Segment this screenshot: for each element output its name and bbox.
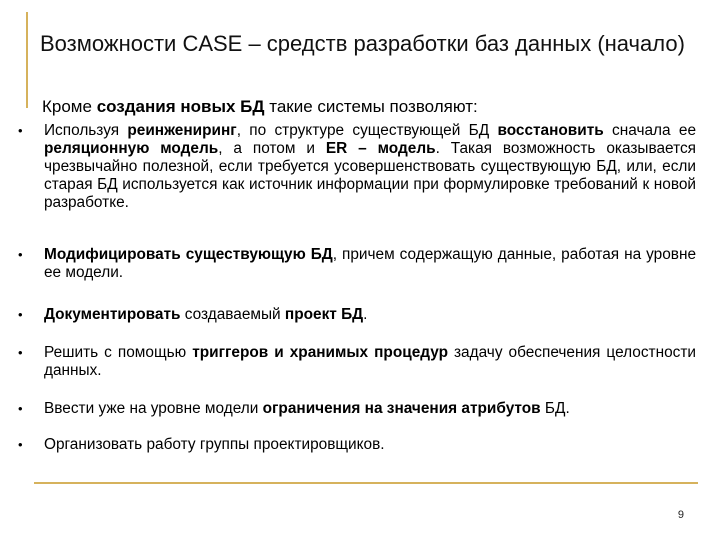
item-1-text-2: , по структуре существующей БД bbox=[236, 122, 498, 139]
item-4-bold-1: триггеров и хранимых процедур bbox=[192, 344, 448, 361]
item-text bbox=[44, 122, 696, 212]
title-accent-vertical-line bbox=[26, 12, 28, 108]
item-2-text-1: , причем содержащую данные, работая на уровне ее модели. bbox=[44, 246, 697, 281]
bullet-marker: • bbox=[18, 401, 23, 416]
item-3-bold-1: Документировать bbox=[44, 306, 181, 323]
item-1-text-1: Используя bbox=[44, 122, 128, 139]
item-text bbox=[44, 344, 696, 380]
intro-post: такие системы позволяют: bbox=[264, 97, 478, 116]
item-4-text-2: задачу обеспечения целостности данных. bbox=[44, 344, 696, 379]
item-1-text-4: , а потом и bbox=[218, 140, 326, 157]
item-5-text-1: Ввести уже на уровне модели bbox=[44, 400, 263, 417]
bullet-marker: • bbox=[18, 307, 23, 322]
item-1-text-3: сначала ее bbox=[603, 122, 697, 139]
item-4-text-1: Решить с помощью bbox=[44, 344, 193, 361]
bullet-marker: • bbox=[18, 437, 23, 452]
item-1-bold-3: реляционную модель bbox=[44, 140, 219, 157]
item-3-text-2: . bbox=[363, 306, 368, 323]
intro-text bbox=[42, 96, 682, 118]
item-1-bold-2: восстановить bbox=[497, 122, 604, 139]
footer-divider-line bbox=[34, 482, 698, 484]
item-6-text-1: Организовать работу группы проектировщиков. bbox=[44, 436, 385, 453]
intro-pre: Кроме bbox=[42, 97, 97, 116]
item-text bbox=[44, 306, 696, 324]
item-text bbox=[44, 400, 696, 418]
page-number: 9 bbox=[677, 509, 684, 521]
item-1-text-5: . Такая возможность оказывается чрезвычайно полезной, если требуется усовершенствовать существующую БД, или, если старая БД используется как источник информации при формулировке требований к новой разработке. bbox=[44, 140, 697, 211]
item-1-bold-1: реинжениринг bbox=[127, 122, 237, 139]
bullet-marker: • bbox=[18, 123, 23, 138]
item-5-bold-1: ограничения на значения атрибутов bbox=[262, 400, 541, 417]
item-3-text-1: создаваемый bbox=[180, 306, 285, 323]
intro-bold: создания новых БД bbox=[96, 97, 265, 116]
item-5-text-2: БД. bbox=[540, 400, 570, 417]
bullet-marker: • bbox=[18, 247, 23, 262]
item-text bbox=[44, 246, 696, 282]
item-text bbox=[44, 436, 696, 454]
item-3-bold-2: проект БД bbox=[284, 306, 364, 323]
slide-title: Возможности CASE – средств разработки баз данных (начало) bbox=[40, 31, 685, 56]
item-2-bold-1: Модифицировать существующую БД bbox=[44, 246, 333, 263]
bullet-marker: • bbox=[18, 345, 23, 360]
item-1-bold-4: ER – модель bbox=[325, 140, 436, 157]
